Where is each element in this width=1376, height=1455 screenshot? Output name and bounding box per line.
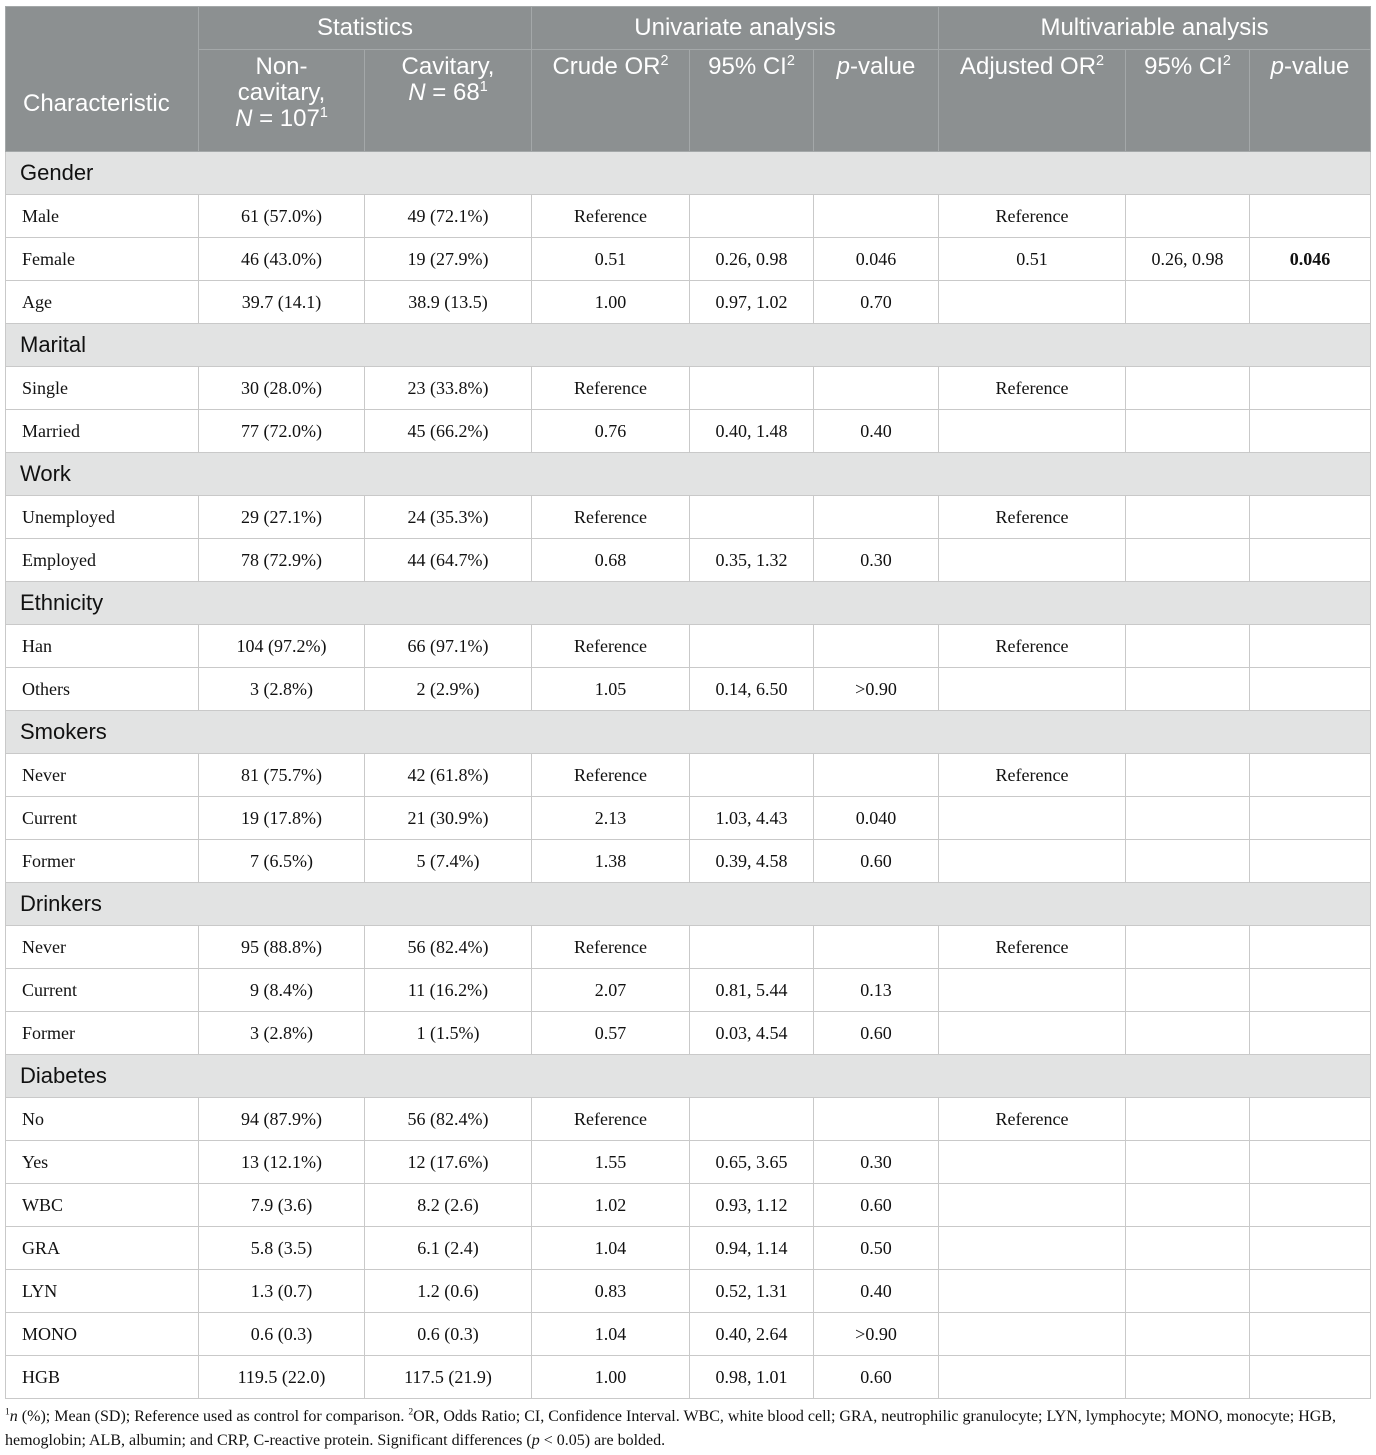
cell-noncavitary: 46 (43.0%) bbox=[199, 238, 365, 281]
table-row bbox=[6, 754, 1371, 797]
cell-pvalue: 0.40 bbox=[814, 1270, 939, 1313]
cell-adj-ci bbox=[1126, 1356, 1250, 1399]
cell-adjusted-or: Reference bbox=[939, 1098, 1126, 1141]
table-row bbox=[6, 238, 1371, 281]
cell-characteristic: Age bbox=[6, 281, 199, 324]
cell-crude-or: 1.00 bbox=[532, 281, 690, 324]
cell-ci: 1.03, 4.43 bbox=[690, 797, 814, 840]
cell-characteristic: Married bbox=[6, 410, 199, 453]
cell-crude-or: Reference bbox=[532, 496, 690, 539]
header-pvalue: p-value bbox=[814, 50, 939, 152]
cell-adjusted-or: Reference bbox=[939, 625, 1126, 668]
table-row bbox=[6, 410, 1371, 453]
cell-adjusted-or bbox=[939, 410, 1126, 453]
section-label: Ethnicity bbox=[6, 582, 1371, 625]
header-characteristic: Characteristic bbox=[6, 7, 199, 152]
cell-pvalue: 0.30 bbox=[814, 1141, 939, 1184]
cell-noncavitary: 104 (97.2%) bbox=[199, 625, 365, 668]
cell-characteristic: Current bbox=[6, 969, 199, 1012]
cell-characteristic: Female bbox=[6, 238, 199, 281]
cell-adj-ci bbox=[1126, 539, 1250, 582]
section-label: Work bbox=[6, 453, 1371, 496]
cell-noncavitary: 7.9 (3.6) bbox=[199, 1184, 365, 1227]
cell-cavitary: 2 (2.9%) bbox=[365, 668, 532, 711]
cell-cavitary: 45 (66.2%) bbox=[365, 410, 532, 453]
cell-adj-pvalue bbox=[1250, 1098, 1371, 1141]
cell-crude-or: 2.13 bbox=[532, 797, 690, 840]
table-row bbox=[6, 195, 1371, 238]
cell-pvalue: 0.60 bbox=[814, 1184, 939, 1227]
table-row bbox=[6, 969, 1371, 1012]
table-row bbox=[6, 367, 1371, 410]
cell-adj-pvalue bbox=[1250, 496, 1371, 539]
cell-adj-ci bbox=[1126, 668, 1250, 711]
cell-adj-pvalue bbox=[1250, 1356, 1371, 1399]
cell-adjusted-or: Reference bbox=[939, 926, 1126, 969]
cell-noncavitary: 9 (8.4%) bbox=[199, 969, 365, 1012]
cell-adj-pvalue bbox=[1250, 926, 1371, 969]
header-adjusted-or: Adjusted $OR^2$ bbox=[939, 50, 1126, 152]
cell-adjusted-or bbox=[939, 1012, 1126, 1055]
cell-adjusted-or bbox=[939, 1141, 1126, 1184]
cell-cavitary: 38.9 (13.5) bbox=[365, 281, 532, 324]
cell-crude-or: 0.51 bbox=[532, 238, 690, 281]
table-row bbox=[6, 797, 1371, 840]
cell-adj-ci bbox=[1126, 1227, 1250, 1270]
section-row bbox=[6, 1055, 1371, 1098]
section-row bbox=[6, 582, 1371, 625]
table-row bbox=[6, 668, 1371, 711]
cell-noncavitary: 7 (6.5%) bbox=[199, 840, 365, 883]
cell-noncavitary: 0.6 (0.3) bbox=[199, 1313, 365, 1356]
cell-cavitary: 56 (82.4%) bbox=[365, 926, 532, 969]
cell-adjusted-or: Reference bbox=[939, 195, 1126, 238]
cell-crude-or: 1.38 bbox=[532, 840, 690, 883]
cell-pvalue: >0.90 bbox=[814, 1313, 939, 1356]
header-crude-or: Crude $OR^2$ bbox=[532, 50, 690, 152]
cell-cavitary: 1.2 (0.6) bbox=[365, 1270, 532, 1313]
cell-adjusted-or: 0.51 bbox=[939, 238, 1126, 281]
cell-characteristic: Han bbox=[6, 625, 199, 668]
cell-pvalue: 0.60 bbox=[814, 1012, 939, 1055]
section-label: Smokers bbox=[6, 711, 1371, 754]
cell-adjusted-or bbox=[939, 797, 1126, 840]
cell-adj-ci bbox=[1126, 840, 1250, 883]
cell-adj-pvalue bbox=[1250, 367, 1371, 410]
section-label: Drinkers bbox=[6, 883, 1371, 926]
cell-adj-ci bbox=[1126, 1270, 1250, 1313]
cell-adj-pvalue bbox=[1250, 281, 1371, 324]
cell-crude-or: 0.68 bbox=[532, 539, 690, 582]
cell-adjusted-or bbox=[939, 1184, 1126, 1227]
cell-ci: 0.52, 1.31 bbox=[690, 1270, 814, 1313]
section-label: Diabetes bbox=[6, 1055, 1371, 1098]
cell-crude-or: 0.76 bbox=[532, 410, 690, 453]
table-row bbox=[6, 1141, 1371, 1184]
cell-pvalue bbox=[814, 1098, 939, 1141]
cell-adj-ci bbox=[1126, 754, 1250, 797]
cell-adj-pvalue bbox=[1250, 668, 1371, 711]
cell-pvalue: 0.60 bbox=[814, 1356, 939, 1399]
table-row bbox=[6, 1270, 1371, 1313]
cell-cavitary: 117.5 (21.9) bbox=[365, 1356, 532, 1399]
cell-pvalue bbox=[814, 195, 939, 238]
cell-adj-pvalue bbox=[1250, 797, 1371, 840]
cell-adj-ci bbox=[1126, 969, 1250, 1012]
cell-ci: 0.39, 4.58 bbox=[690, 840, 814, 883]
cell-adj-ci bbox=[1126, 1184, 1250, 1227]
cell-adj-ci bbox=[1126, 1012, 1250, 1055]
cell-noncavitary: 78 (72.9%) bbox=[199, 539, 365, 582]
cell-adj-ci bbox=[1126, 410, 1250, 453]
cell-adj-ci bbox=[1126, 1313, 1250, 1356]
cell-ci bbox=[690, 625, 814, 668]
cell-characteristic: GRA bbox=[6, 1227, 199, 1270]
cell-adjusted-or bbox=[939, 281, 1126, 324]
table-row bbox=[6, 926, 1371, 969]
cell-pvalue bbox=[814, 754, 939, 797]
section-label: Gender bbox=[6, 152, 1371, 195]
table-row bbox=[6, 281, 1371, 324]
cell-adj-pvalue bbox=[1250, 195, 1371, 238]
cell-cavitary: 12 (17.6%) bbox=[365, 1141, 532, 1184]
section-row bbox=[6, 453, 1371, 496]
cell-cavitary: 44 (64.7%) bbox=[365, 539, 532, 582]
cell-pvalue: 0.50 bbox=[814, 1227, 939, 1270]
cell-characteristic: Current bbox=[6, 797, 199, 840]
cell-cavitary: 8.2 (2.6) bbox=[365, 1184, 532, 1227]
table-row bbox=[6, 539, 1371, 582]
cell-characteristic: Unemployed bbox=[6, 496, 199, 539]
table-row bbox=[6, 1012, 1371, 1055]
table-row bbox=[6, 1313, 1371, 1356]
header-adj-ci: 95% $CI^2$ bbox=[1126, 50, 1250, 152]
section-row bbox=[6, 324, 1371, 367]
cell-pvalue: 0.60 bbox=[814, 840, 939, 883]
cell-characteristic: HGB bbox=[6, 1356, 199, 1399]
cell-crude-or: Reference bbox=[532, 195, 690, 238]
cell-ci: 0.35, 1.32 bbox=[690, 539, 814, 582]
table-row bbox=[6, 1356, 1371, 1399]
cell-characteristic: No bbox=[6, 1098, 199, 1141]
cell-adj-ci bbox=[1126, 195, 1250, 238]
cell-crude-or: 2.07 bbox=[532, 969, 690, 1012]
cell-crude-or: Reference bbox=[532, 754, 690, 797]
cell-adj-ci bbox=[1126, 1141, 1250, 1184]
cell-crude-or: Reference bbox=[532, 625, 690, 668]
table-body bbox=[6, 152, 1371, 1399]
cell-characteristic: MONO bbox=[6, 1313, 199, 1356]
cell-ci bbox=[690, 367, 814, 410]
cell-characteristic: Employed bbox=[6, 539, 199, 582]
cell-crude-or: 1.05 bbox=[532, 668, 690, 711]
results-table bbox=[5, 6, 1371, 1399]
header-group-univariate: Univariate analysis bbox=[532, 7, 939, 50]
cell-adjusted-or bbox=[939, 1270, 1126, 1313]
section-row bbox=[6, 883, 1371, 926]
header-adj-pvalue: p-value bbox=[1250, 50, 1371, 152]
cell-adjusted-or bbox=[939, 668, 1126, 711]
cell-adjusted-or: Reference bbox=[939, 754, 1126, 797]
cell-characteristic: WBC bbox=[6, 1184, 199, 1227]
cell-crude-or: 0.83 bbox=[532, 1270, 690, 1313]
table-row bbox=[6, 840, 1371, 883]
cell-noncavitary: 3 (2.8%) bbox=[199, 668, 365, 711]
header-noncavitary: Non- cavitary, $N = 107^1$ bbox=[199, 50, 365, 152]
cell-noncavitary: 29 (27.1%) bbox=[199, 496, 365, 539]
cell-adjusted-or bbox=[939, 1356, 1126, 1399]
table-row bbox=[6, 1184, 1371, 1227]
cell-characteristic: Never bbox=[6, 926, 199, 969]
cell-pvalue bbox=[814, 367, 939, 410]
cell-ci: 0.65, 3.65 bbox=[690, 1141, 814, 1184]
cell-noncavitary: 61 (57.0%) bbox=[199, 195, 365, 238]
cell-adjusted-or: Reference bbox=[939, 367, 1126, 410]
cell-adj-pvalue bbox=[1250, 969, 1371, 1012]
cell-adj-pvalue bbox=[1250, 539, 1371, 582]
cell-pvalue: 0.70 bbox=[814, 281, 939, 324]
cell-noncavitary: 19 (17.8%) bbox=[199, 797, 365, 840]
cell-pvalue: 0.046 bbox=[814, 238, 939, 281]
cell-ci bbox=[690, 496, 814, 539]
cell-adj-pvalue bbox=[1250, 410, 1371, 453]
cell-ci: 0.94, 1.14 bbox=[690, 1227, 814, 1270]
cell-ci bbox=[690, 1098, 814, 1141]
cell-cavitary: 5 (7.4%) bbox=[365, 840, 532, 883]
cell-ci: 0.40, 2.64 bbox=[690, 1313, 814, 1356]
cell-pvalue: 0.040 bbox=[814, 797, 939, 840]
cell-adj-ci: 0.26, 0.98 bbox=[1126, 238, 1250, 281]
header-cavitary: Cavitary, $N = 68^1$ bbox=[365, 50, 532, 152]
cell-pvalue bbox=[814, 625, 939, 668]
cell-adj-pvalue bbox=[1250, 1012, 1371, 1055]
cell-adj-ci bbox=[1126, 1098, 1250, 1141]
cell-adjusted-or bbox=[939, 1227, 1126, 1270]
header-group-multivariable: Multivariable analysis bbox=[939, 7, 1371, 50]
cell-cavitary: 21 (30.9%) bbox=[365, 797, 532, 840]
cell-characteristic: Others bbox=[6, 668, 199, 711]
table-header bbox=[6, 7, 1371, 152]
cell-cavitary: 6.1 (2.4) bbox=[365, 1227, 532, 1270]
cell-ci: 0.93, 1.12 bbox=[690, 1184, 814, 1227]
section-row bbox=[6, 711, 1371, 754]
cell-ci: 0.98, 1.01 bbox=[690, 1356, 814, 1399]
cell-noncavitary: 5.8 (3.5) bbox=[199, 1227, 365, 1270]
header-ci: 95% $CI^2$ bbox=[690, 50, 814, 152]
cell-noncavitary: 95 (88.8%) bbox=[199, 926, 365, 969]
cell-adj-pvalue bbox=[1250, 1270, 1371, 1313]
cell-cavitary: 19 (27.9%) bbox=[365, 238, 532, 281]
cell-adj-ci bbox=[1126, 926, 1250, 969]
cell-crude-or: Reference bbox=[532, 367, 690, 410]
cell-noncavitary: 119.5 (22.0) bbox=[199, 1356, 365, 1399]
cell-characteristic: Former bbox=[6, 1012, 199, 1055]
cell-noncavitary: 77 (72.0%) bbox=[199, 410, 365, 453]
cell-cavitary: 42 (61.8%) bbox=[365, 754, 532, 797]
cell-crude-or: 1.00 bbox=[532, 1356, 690, 1399]
section-row bbox=[6, 152, 1371, 195]
cell-adj-pvalue bbox=[1250, 1184, 1371, 1227]
cell-adj-pvalue bbox=[1250, 840, 1371, 883]
cell-cavitary: 23 (33.8%) bbox=[365, 367, 532, 410]
cell-crude-or: 1.02 bbox=[532, 1184, 690, 1227]
cell-adj-pvalue bbox=[1250, 625, 1371, 668]
cell-adj-pvalue: 0.046 bbox=[1250, 238, 1371, 281]
cell-pvalue: >0.90 bbox=[814, 668, 939, 711]
cell-adj-pvalue bbox=[1250, 1313, 1371, 1356]
cell-pvalue bbox=[814, 926, 939, 969]
cell-ci bbox=[690, 754, 814, 797]
cell-characteristic: Single bbox=[6, 367, 199, 410]
cell-adjusted-or: Reference bbox=[939, 496, 1126, 539]
cell-cavitary: 66 (97.1%) bbox=[365, 625, 532, 668]
cell-cavitary: 24 (35.3%) bbox=[365, 496, 532, 539]
cell-noncavitary: 13 (12.1%) bbox=[199, 1141, 365, 1184]
cell-adjusted-or bbox=[939, 969, 1126, 1012]
cell-characteristic: LYN bbox=[6, 1270, 199, 1313]
cell-ci: 0.14, 6.50 bbox=[690, 668, 814, 711]
cell-crude-or: 0.57 bbox=[532, 1012, 690, 1055]
cell-pvalue: 0.13 bbox=[814, 969, 939, 1012]
table-row bbox=[6, 625, 1371, 668]
cell-cavitary: 56 (82.4%) bbox=[365, 1098, 532, 1141]
cell-adjusted-or bbox=[939, 1313, 1126, 1356]
cell-adjusted-or bbox=[939, 840, 1126, 883]
table-row bbox=[6, 496, 1371, 539]
table-row bbox=[6, 1227, 1371, 1270]
table-row bbox=[6, 1098, 1371, 1141]
cell-cavitary: 0.6 (0.3) bbox=[365, 1313, 532, 1356]
section-label: Marital bbox=[6, 324, 1371, 367]
cell-characteristic: Male bbox=[6, 195, 199, 238]
cell-adj-ci bbox=[1126, 797, 1250, 840]
cell-characteristic: Yes bbox=[6, 1141, 199, 1184]
cell-noncavitary: 94 (87.9%) bbox=[199, 1098, 365, 1141]
cell-adj-pvalue bbox=[1250, 754, 1371, 797]
cell-adj-pvalue bbox=[1250, 1141, 1371, 1184]
cell-noncavitary: 1.3 (0.7) bbox=[199, 1270, 365, 1313]
cell-adj-ci bbox=[1126, 281, 1250, 324]
cell-noncavitary: 30 (28.0%) bbox=[199, 367, 365, 410]
cell-crude-or: Reference bbox=[532, 1098, 690, 1141]
cell-pvalue: 0.40 bbox=[814, 410, 939, 453]
cell-crude-or: 1.55 bbox=[532, 1141, 690, 1184]
cell-adj-ci bbox=[1126, 367, 1250, 410]
cell-ci: 0.40, 1.48 bbox=[690, 410, 814, 453]
header-group-statistics: Statistics bbox=[199, 7, 532, 50]
cell-ci: 0.26, 0.98 bbox=[690, 238, 814, 281]
cell-ci: 0.81, 5.44 bbox=[690, 969, 814, 1012]
cell-pvalue bbox=[814, 496, 939, 539]
cell-adj-ci bbox=[1126, 496, 1250, 539]
cell-ci: 0.97, 1.02 bbox=[690, 281, 814, 324]
cell-characteristic: Never bbox=[6, 754, 199, 797]
cell-pvalue: 0.30 bbox=[814, 539, 939, 582]
cell-crude-or: Reference bbox=[532, 926, 690, 969]
cell-characteristic: Former bbox=[6, 840, 199, 883]
cell-noncavitary: 3 (2.8%) bbox=[199, 1012, 365, 1055]
cell-ci: 0.03, 4.54 bbox=[690, 1012, 814, 1055]
cell-crude-or: 1.04 bbox=[532, 1227, 690, 1270]
cell-adjusted-or bbox=[939, 539, 1126, 582]
cell-noncavitary: 39.7 (14.1) bbox=[199, 281, 365, 324]
cell-adj-ci bbox=[1126, 625, 1250, 668]
cell-crude-or: 1.04 bbox=[532, 1313, 690, 1356]
cell-ci bbox=[690, 926, 814, 969]
cell-cavitary: 1 (1.5%) bbox=[365, 1012, 532, 1055]
cell-noncavitary: 81 (75.7%) bbox=[199, 754, 365, 797]
cell-cavitary: 11 (16.2%) bbox=[365, 969, 532, 1012]
cell-ci bbox=[690, 195, 814, 238]
table-footnote: $^1$n (%); Mean (SD); Reference used as control for comparison. $^2$OR, Odds Ratio; CI, Confidence Interval. WBC, white blood cell; GRA, neutrophilic granulocyte; LYN, lymphocyte; MONO, monocyte; HGB, hemoglobin; ALB, albumin; and CRP, C-reactive protein. Significant differences (p < 0.05) are bolded. bbox=[5, 1406, 1336, 1449]
cell-adj-pvalue bbox=[1250, 1227, 1371, 1270]
cell-cavitary: 49 (72.1%) bbox=[365, 195, 532, 238]
